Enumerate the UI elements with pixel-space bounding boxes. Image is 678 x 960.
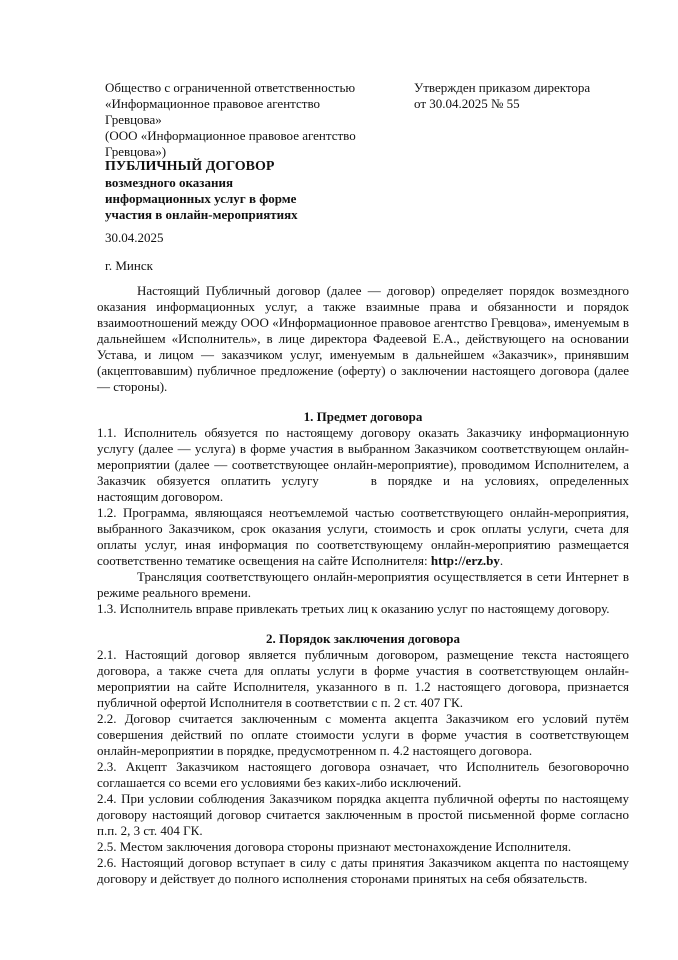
document-body — [97, 283, 629, 887]
organization-name — [105, 80, 405, 160]
org-line: Общество с ограниченной ответственностью — [105, 80, 356, 95]
title-sub-line: возмездного оказания — [105, 175, 234, 190]
org-line: Гревцова» — [105, 112, 162, 127]
document-title — [105, 159, 425, 223]
website-link[interactable]: http://erz.by — [430, 553, 500, 568]
clause-1-2-end: . — [499, 553, 504, 568]
title-sub-line: участия в онлайн-мероприятиях — [105, 207, 298, 222]
org-line: (ООО «Информационное правовое агентство — [105, 128, 356, 143]
clause-1-1-text: 1.1. Исполнитель обязуется по настоящему договору оказать Заказчику информационную услугу (далее — услуга) в форме участия в выбранном Заказчиком соответствующем онлайн-мероприятии (далее — соответствующее онлайн-мероприятие), проводимом Исполнителем, а Заказчик обязуется оплатить услугу — [97, 425, 629, 488]
clause-2-3: 2.3. Акцепт Заказчиком настоящего договора означает, что Исполнитель безоговорочно соглашается со всеми его условиями без каких-либо исключений. — [97, 759, 629, 790]
title-main: ПУБЛИЧНЫЙ ДОГОВОР — [105, 159, 275, 174]
clause-1-2 — [97, 505, 629, 569]
document-date: 30.04.2025 — [105, 230, 164, 245]
clause-1-2-text: 1.2. Программа, являющаяся неотъемлемой частью соответствующего онлайн-мероприятия, выбранного Заказчиком, срок оказания услуги, стоимость и срок оплаты услуги, счета для оплаты услуг, иная информация по соответствующему онлайн-мероприятию размещается соответственно тематике освещения на сайте Исполнителя: — [97, 505, 629, 568]
document-city: г. Минск — [105, 258, 153, 273]
clause-2-1: 2.1. Настоящий договор является публичным договором, размещение текста настоящего договора, а также счета для оплаты услуги в форме участия в соответствующем онлайн-мероприятии на сайте Исполнителя, указанного в п. 1.2 настоящего договора, признается публичной офертой Исполнителя в соответствии с п. 2 ст. 407 ГК. — [97, 647, 629, 710]
org-line: «Информационное правовое агентство — [105, 96, 320, 111]
clause-1-1-tail: в порядке и на условиях, определенных настоящим договором. — [97, 473, 629, 504]
clause-2-5: 2.5. Местом заключения договора стороны признают местонахождение Исполнителя. — [97, 839, 572, 854]
intro-paragraph: Настоящий Публичный договор (далее — договор) определяет порядок возмездного оказания информационных услуг, а также взаимные права и обязанности и порядок взаимоотношений между ООО «Информационное правовое агентство Гревцова», именуемым в дальнейшем «Исполнитель», в лице директора Фадеевой Е.А., действующего на основании Устава, и лицом — заказчиком услуг, именуемым в дальнейшем «Заказчик», принявшим (акцептовавшим) публичное предложение (оферту) о заключении настоящего договора (далее — стороны). — [97, 283, 629, 394]
clause-2-2: 2.2. Договор считается заключенным с момента акцепта Заказчиком его условий путём совершения действий по оплате стоимости услуги в форме участия в соответствующем онлайн-мероприятии в порядке, предусмотренном п. 4.2 настоящего договора. — [97, 711, 629, 758]
clause-1-3: 1.3. Исполнитель вправе привлекать третьих лиц к оказанию услуг по настоящему договору. — [97, 601, 610, 616]
clause-2-6: 2.6. Настоящий договор вступает в силу с даты принятия Заказчиком акцепта по настоящему договору и действует до полного исполнения сторонами принятых на себя обязательств. — [97, 855, 629, 886]
title-sub-line: информационных услуг в форме — [105, 191, 297, 206]
clause-2-4: 2.4. При условии соблюдения Заказчиком порядка акцепта публичной оферты по настоящему договору настоящий договор считается заключенным в простой письменной форме согласно п.п. 2, 3 ст. 404 ГК. — [97, 791, 629, 838]
approval-line: от 30.04.2025 № 55 — [414, 96, 520, 111]
broadcast-note: Трансляция соответствующего онлайн-мероприятия осуществляется в сети Интернет в режиме реального времени. — [97, 569, 629, 600]
section-1-title: 1. Предмет договора — [303, 409, 423, 424]
approval-line: Утвержден приказом директора — [414, 80, 591, 95]
approval-note — [414, 80, 644, 112]
clause-1-1 — [97, 425, 629, 505]
org-line: Гревцова») — [105, 144, 167, 159]
section-2-title: 2. Порядок заключения договора — [266, 631, 460, 646]
